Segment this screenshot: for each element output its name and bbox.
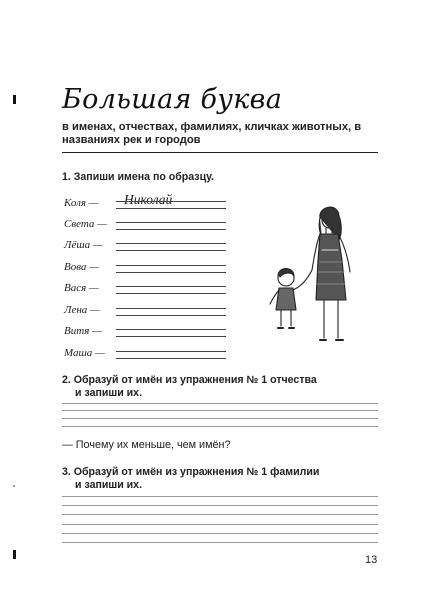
page-subtitle: в именах, отчествах, фамилиях, кличках животных, в названиях рек и городов	[62, 121, 362, 146]
name-label: Вова —	[64, 261, 99, 273]
name-label: Света —	[64, 218, 107, 230]
writing-line[interactable]	[116, 329, 226, 330]
writing-line[interactable]	[62, 418, 378, 419]
writing-line[interactable]	[62, 514, 378, 515]
writing-line[interactable]	[116, 250, 226, 251]
task2-heading-continued: и запиши их.	[75, 387, 143, 399]
writing-line[interactable]	[62, 533, 378, 534]
scan-speck	[13, 485, 15, 487]
name-label: Лёша —	[64, 239, 103, 251]
writing-line[interactable]	[116, 358, 226, 359]
writing-line[interactable]	[62, 403, 378, 404]
writing-line[interactable]	[116, 243, 226, 244]
writing-line[interactable]	[116, 336, 226, 337]
task3-heading-continued: и запиши их.	[75, 479, 143, 491]
name-label: Лена —	[64, 304, 100, 316]
margin-mark	[13, 550, 16, 559]
writing-line[interactable]	[116, 272, 226, 273]
task3-heading: 3. Образуй от имён из упражнения № 1 фамилии	[62, 466, 320, 478]
mother-child-illustration	[262, 200, 372, 350]
task2-heading: 2. Образуй от имён из упражнения № 1 отчества	[62, 374, 317, 386]
writing-line[interactable]	[62, 426, 378, 427]
writing-line[interactable]	[62, 505, 378, 506]
task1-heading: 1. Запиши имена по образцу.	[62, 171, 214, 183]
writing-line[interactable]	[116, 293, 226, 294]
writing-line[interactable]	[116, 286, 226, 287]
writing-line	[116, 201, 226, 202]
writing-line[interactable]	[116, 222, 226, 223]
writing-line[interactable]	[116, 351, 226, 352]
writing-line[interactable]	[116, 265, 226, 266]
writing-line[interactable]	[62, 542, 378, 543]
page-title: Большая буква	[62, 84, 283, 115]
name-label: Витя —	[64, 325, 102, 337]
writing-line[interactable]	[62, 410, 378, 411]
margin-mark	[13, 95, 16, 104]
name-label: Маша —	[64, 347, 105, 359]
sample-answer: Николай	[124, 192, 173, 207]
writing-line[interactable]	[116, 229, 226, 230]
child-dress	[276, 288, 296, 310]
title-rule	[62, 152, 378, 153]
task2-question: — Почему их меньше, чем имён?	[62, 439, 231, 451]
woman-dress	[316, 234, 346, 300]
writing-line[interactable]	[62, 524, 378, 525]
name-label: Вася —	[64, 282, 99, 294]
page-number: 13	[365, 554, 378, 566]
writing-line[interactable]	[62, 496, 378, 497]
writing-line[interactable]	[116, 315, 226, 316]
writing-line	[116, 208, 226, 209]
name-label: Коля —	[64, 197, 99, 209]
writing-line[interactable]	[116, 308, 226, 309]
